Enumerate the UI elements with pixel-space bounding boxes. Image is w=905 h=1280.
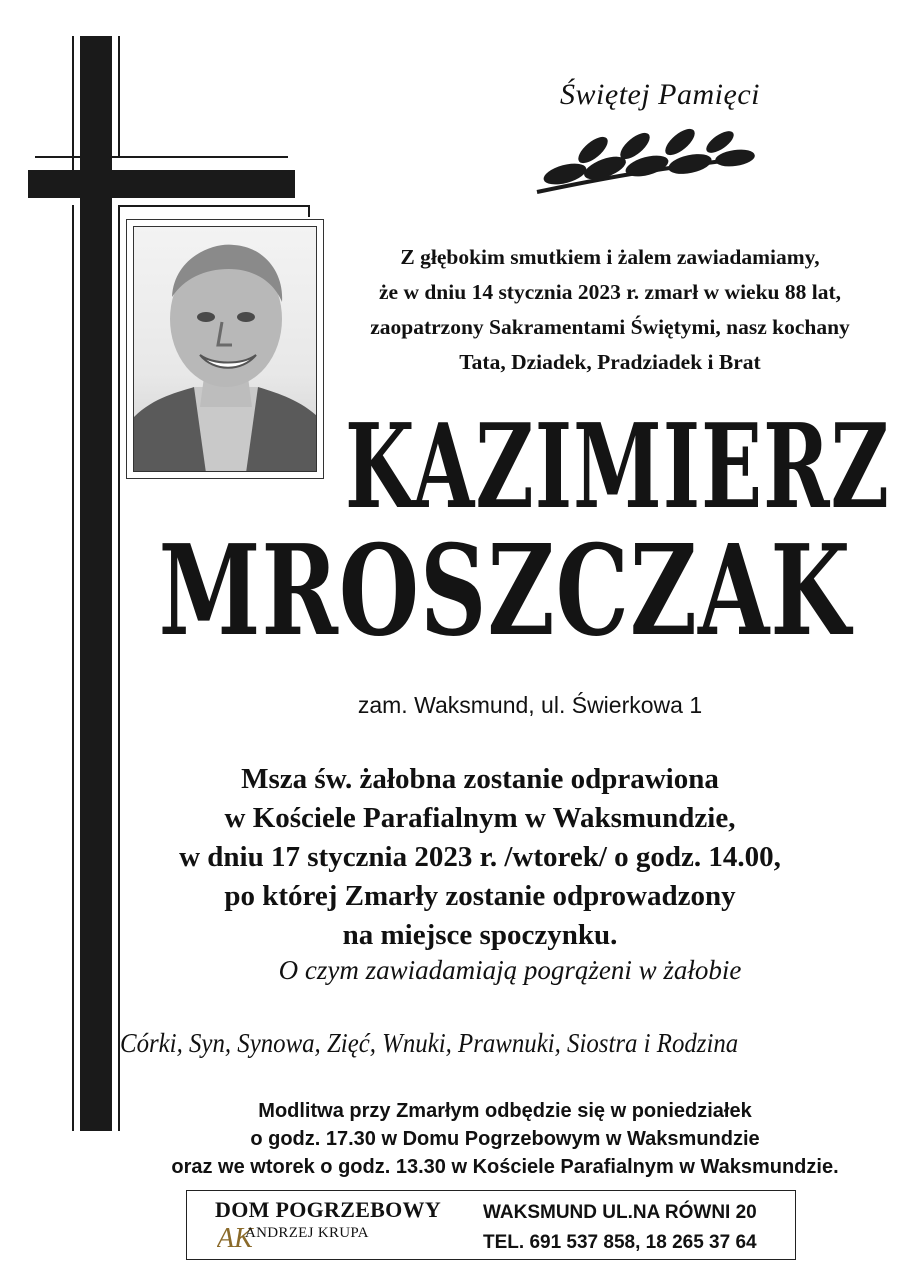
cross-horizontal-beam [28, 170, 295, 198]
funeral-home-owner: ANDRZEJ KRUPA [245, 1225, 369, 1241]
intro-line: że w dniu 14 stycznia 2023 r. zmarł w wieku 88 lat, [378, 280, 842, 304]
deceased-first-name: KAZIMIERZ [345, 398, 891, 535]
mass-announcement [120, 760, 840, 955]
mass-line: Msza św. żałobna zostanie odprawiona [241, 763, 719, 795]
funeral-home-contact [483, 1198, 757, 1258]
intro-line: zaopatrzony Sakramentami Świętymi, nasz kochany [370, 315, 850, 339]
cross-outline-line [72, 205, 74, 1131]
mass-line: na miejsce spoczynku. [342, 919, 618, 951]
funeral-home-box [186, 1190, 796, 1260]
laurel-branch-icon [535, 128, 760, 196]
funeral-home-phone: TEL. 691 537 858, 18 265 37 64 [483, 1232, 757, 1253]
deceased-last-name: MROSZCZAK [158, 518, 852, 664]
intro-text [330, 240, 890, 380]
cross-outline-line [308, 205, 310, 217]
funeral-home-address: WAKSMUND UL.NA RÓWNI 20 [483, 1202, 757, 1223]
header-title: Świętej Pamięci [560, 78, 760, 111]
prayer-line: o godz. 17.30 w Domu Pogrzebowym w Waksmundzie [250, 1128, 760, 1150]
deceased-address: zam. Waksmund, ul. Świerkowa 1 [357, 692, 703, 718]
prayer-announcement [110, 1097, 900, 1181]
mass-line: w Kościele Parafialnym w Waksmundzie, [224, 802, 736, 834]
portrait-photo [126, 219, 324, 479]
cross-outline-line [118, 205, 120, 1131]
mass-line: po której Zmarły zostanie odprowadzony [224, 880, 736, 912]
cross-outline-line [35, 156, 120, 158]
cross-outline-line [118, 205, 310, 207]
cross-outline-line [72, 36, 74, 170]
cross-outline-line [118, 156, 288, 158]
portrait-silhouette [134, 227, 317, 472]
portrait-image [133, 226, 317, 472]
mass-line: w dniu 17 stycznia 2023 r. /wtorek/ o godz. 14.00, [179, 841, 781, 873]
intro-line: Tata, Dziadek, Pradziadek i Brat [459, 350, 761, 374]
intro-line: Z głębokim smutkiem i żalem zawiadamiamy, [400, 245, 820, 269]
logo-letters: AK [217, 1223, 253, 1254]
mourners-list: Córki, Syn, Synowa, Zięć, Wnuki, Prawnuki, Siostra i Rodzina [120, 1028, 739, 1058]
prayer-line: Modlitwa przy Zmarłym odbędzie się w poniedziałek [258, 1100, 752, 1122]
cross-outline-line [118, 36, 120, 156]
cross-vertical-beam [80, 36, 112, 1131]
prayer-line: oraz we wtorek o godz. 13.30 w Kościele Parafialnym w Waksmundzie. [171, 1156, 839, 1178]
funeral-home-name: DOM POGRZEBOWY [215, 1197, 442, 1222]
mourners-intro: O czym zawiadamiają pogrążeni w żałobie [278, 955, 742, 985]
